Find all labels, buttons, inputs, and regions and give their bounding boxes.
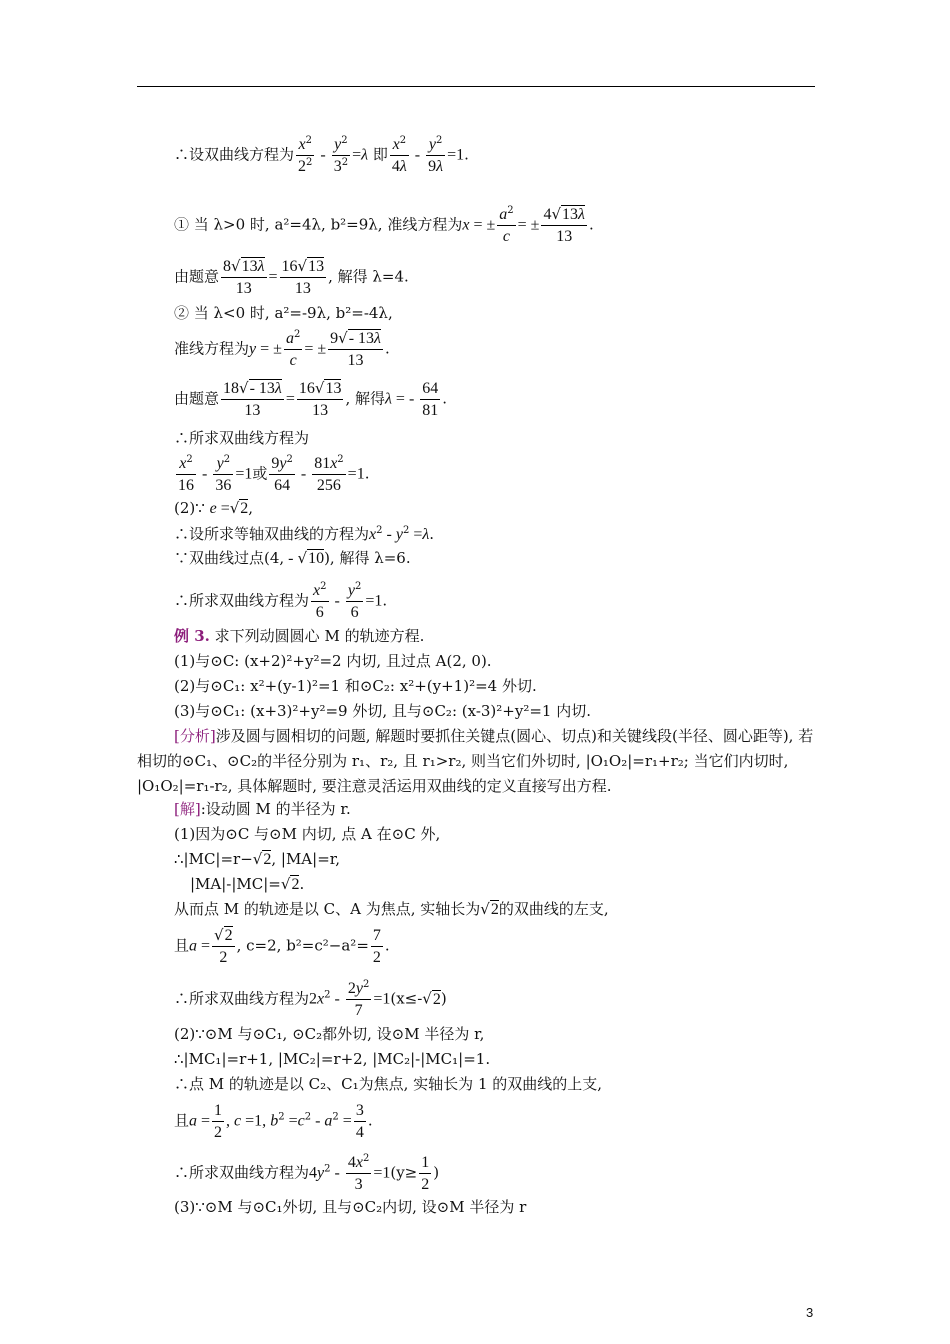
- sol-line-9: ∴点 M 的轨迹是以 C₂、C₁为焦点, 实轴长为 1 的双曲线的上支,: [174, 1075, 603, 1093]
- page-number: 3: [806, 1305, 814, 1320]
- sol-line-7: (2)∵⊙M 与⊙C₁, ⊙C₂都外切, 设⊙M 半径为 r,: [174, 1025, 485, 1043]
- question-1: (1)与⊙C: (x+2)²+y²=2 内切, 且过点 A(2, 0).: [174, 652, 492, 670]
- eq-line-6: 由题意 $\frac{18√- 13\lambda}{13}$ = $\frac{16√13}{13}$ , 解得λ = - $\frac{64}{81}$ .: [174, 379, 448, 419]
- eq-line-8: $\frac{x^2}{16}$ - $\frac{y^2}{36}$ =1或 $\frac{9y^2}{64}$ - $\frac{81x^2}{256}$ =1.: [178, 454, 370, 494]
- eq-line-12: ∴所求双曲线方程为 $\frac{x^2}{6}$ - $\frac{y^2}{6}$ =1.: [174, 581, 388, 621]
- sol-line-5: 且a = $\frac{√2}{2}$ , c=2, b²=c²−a²= $\frac{7}{2}$ .: [174, 926, 390, 966]
- eq-line-1: ∴设双曲线方程为 $\frac{x^2}{2^2}$ - $\frac{y^2}{3^2}$ =λ 即 $\frac{x^2}{4\lambda}$ - $\frac{y^2}{9\lambda}$ =1.: [174, 135, 469, 175]
- analysis-paragraph: [分析]涉及圆与圆相切的问题, 解题时要抓住关键点(圆心、切点)和关键线段(半径、圆心距等), 若相切的⊙C₁、⊙C₂的半径分别为 r₁、r₂, 且 r₁>r₂, 则当它们外切时, |O₁O₂|=r₁+r₂; 当它们内切时, |O₁O₂|=r₁-r₂, 具体解题时, 要注意灵活运用双曲线的定义直接写出方程.: [137, 727, 814, 795]
- sol-line-8: ∴|MC₁|=r+1, |MC₂|=r+2, |MC₂|-|MC₁|=1.: [174, 1050, 491, 1068]
- question-2: (2)与⊙C₁: x²+(y-1)²=1 和⊙C₂: x²+(y+1)²=4 外切.: [174, 677, 537, 695]
- sol-line-11: ∴所求双曲线方程为$4y^2$ - $\frac{4x^2}{3}$ =1(y≥ $\frac{1}{2}$ ): [174, 1153, 440, 1193]
- eq-line-4: ② 当 λ<0 时, a²=-9λ, b²=-4λ,: [174, 304, 393, 322]
- eq-line-3: 由题意 $\frac{8√13\lambda}{13}$ = $\frac{16√13}{13}$ , 解得 λ=4.: [174, 257, 409, 297]
- eq-line-2: ① 当 λ>0 时, a²=4λ, b²=9λ, 准线方程为x = ± $\frac{a^2}{c}$ = ± $\frac{4√13\lambda}{13}$ .: [174, 205, 594, 245]
- eq-line-5: 准线方程为y = ± $\frac{a^2}{c}$ = ± $\frac{9√- 13\lambda}{13}$ .: [174, 329, 390, 369]
- sol-line-4: 从而点 M 的轨迹是以 C、A 为焦点, 实轴长为√2的双曲线的左支,: [174, 900, 609, 918]
- sol-line-1: (1)因为⊙C 与⊙M 内切, 点 A 在⊙C 外,: [174, 825, 441, 843]
- eq-line-11: ∵双曲线过点(4, - √10), 解得 λ=6.: [174, 549, 411, 567]
- sol-line-2: ∴|MC|=r−√2, |MA|=r,: [174, 850, 341, 868]
- sol-line-6: ∴所求双曲线方程为$2x^2$ - $\frac{2y^2}{7}$ =1(x≤-√2): [174, 979, 447, 1019]
- sol-line-12: (3)∵⊙M 与⊙C₁外切, 且与⊙C₂内切, 设⊙M 半径为 r: [174, 1198, 527, 1216]
- header-rule: [137, 86, 815, 87]
- question-3: (3)与⊙C₁: (x+3)²+y²=9 外切, 且与⊙C₂: (x-3)²+y²=1 内切.: [174, 702, 591, 720]
- solution-heading: [解]:设动圆 M 的半径为 r.: [174, 800, 351, 818]
- eq-line-9: (2)∵ e =√2,: [174, 499, 254, 517]
- sol-line-10: 且a = $\frac{1}{2}$ , c =1, $b^2 =c^2 - a^2$ = $\frac{3}{4}$ .: [174, 1102, 373, 1141]
- eq-line-10: ∴设所求等轴双曲线的方程为$x^2 - y^2 =\lambda$.: [174, 525, 435, 543]
- sol-line-3: |MA|-|MC|=√2.: [190, 875, 305, 893]
- eq-line-7: ∴所求双曲线方程为: [174, 429, 310, 447]
- example-3-heading: 例 3. 求下列动圆圆心 M 的轨迹方程.: [174, 627, 425, 645]
